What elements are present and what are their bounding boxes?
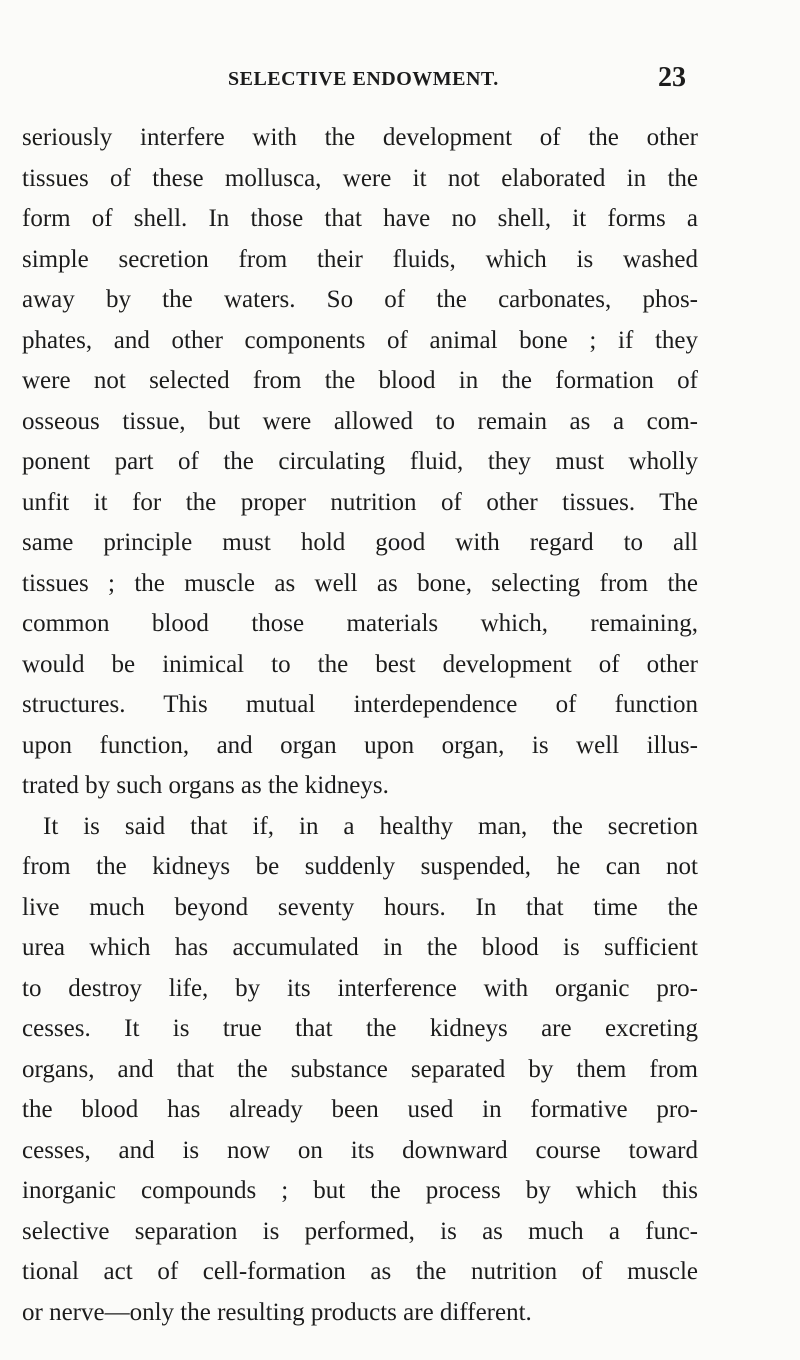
running-title: SELECTIVE ENDOWMENT. <box>228 68 499 90</box>
text-line: inorganic compounds ; but the process by which this <box>22 1177 698 1204</box>
body-text <box>22 118 698 1333</box>
text-line: tional act of cell-formation as the nutrition of muscle <box>22 1258 698 1285</box>
text-line: simple secretion from their fluids, which is washed <box>22 245 698 273</box>
text-line: would be inimical to the best development of other <box>22 650 698 678</box>
text-line: same principle must hold good with regard to all <box>22 529 698 556</box>
running-head <box>0 64 800 94</box>
text-line: upon function, and organ upon organ, is well illus- <box>22 731 698 759</box>
text-line: common blood those materials which, remaining, <box>22 610 698 637</box>
text-line: to destroy life, by its interference with organic pro- <box>22 974 698 1002</box>
text-line: cesses, and is now on its downward course toward <box>22 1136 698 1164</box>
text-line: seriously interfere with the development of the other <box>22 124 698 151</box>
text-line: phates, and other components of animal bone ; if they <box>22 326 698 354</box>
text-line: from the kidneys be suddenly suspended, he can not <box>22 853 698 880</box>
text-line: organs, and that the substance separated by them from <box>22 1055 698 1083</box>
text-line: form of shell. In those that have no shell, it forms a <box>22 205 698 232</box>
text-line: away by the waters. So of the carbonates, phos- <box>22 286 698 313</box>
text-line: were not selected from the blood in the formation of <box>22 367 698 394</box>
text-line: ponent part of the circulating fluid, they must wholly <box>22 448 698 475</box>
paragraph-start-line: It is said that if, in a healthy man, the secretion <box>43 812 698 840</box>
text-line: osseous tissue, but were allowed to remain as a com- <box>22 407 698 435</box>
text-line: unfit it for the proper nutrition of other tissues. The <box>22 488 698 516</box>
text-line: structures. This mutual interdependence of function <box>22 691 698 718</box>
text-line: tissues of these mollusca, were it not elaborated in the <box>22 164 698 192</box>
text-line: urea which has accumulated in the blood is sufficient <box>22 934 698 961</box>
text-line: the blood has already been used in formative pro- <box>22 1096 698 1123</box>
paragraph-end-line: trated by such organs as the kidneys. <box>22 772 389 799</box>
text-line: cesses. It is true that the kidneys are excreting <box>22 1015 698 1042</box>
text-line: live much beyond seventy hours. In that time the <box>22 893 698 921</box>
page-number: 23 <box>658 62 686 93</box>
text-line: tissues ; the muscle as well as bone, selecting from the <box>22 569 698 597</box>
text-line: selective separation is performed, is as much a func- <box>22 1217 698 1245</box>
paragraph-end-line: or nerve—only the resulting products are different. <box>22 1298 532 1326</box>
